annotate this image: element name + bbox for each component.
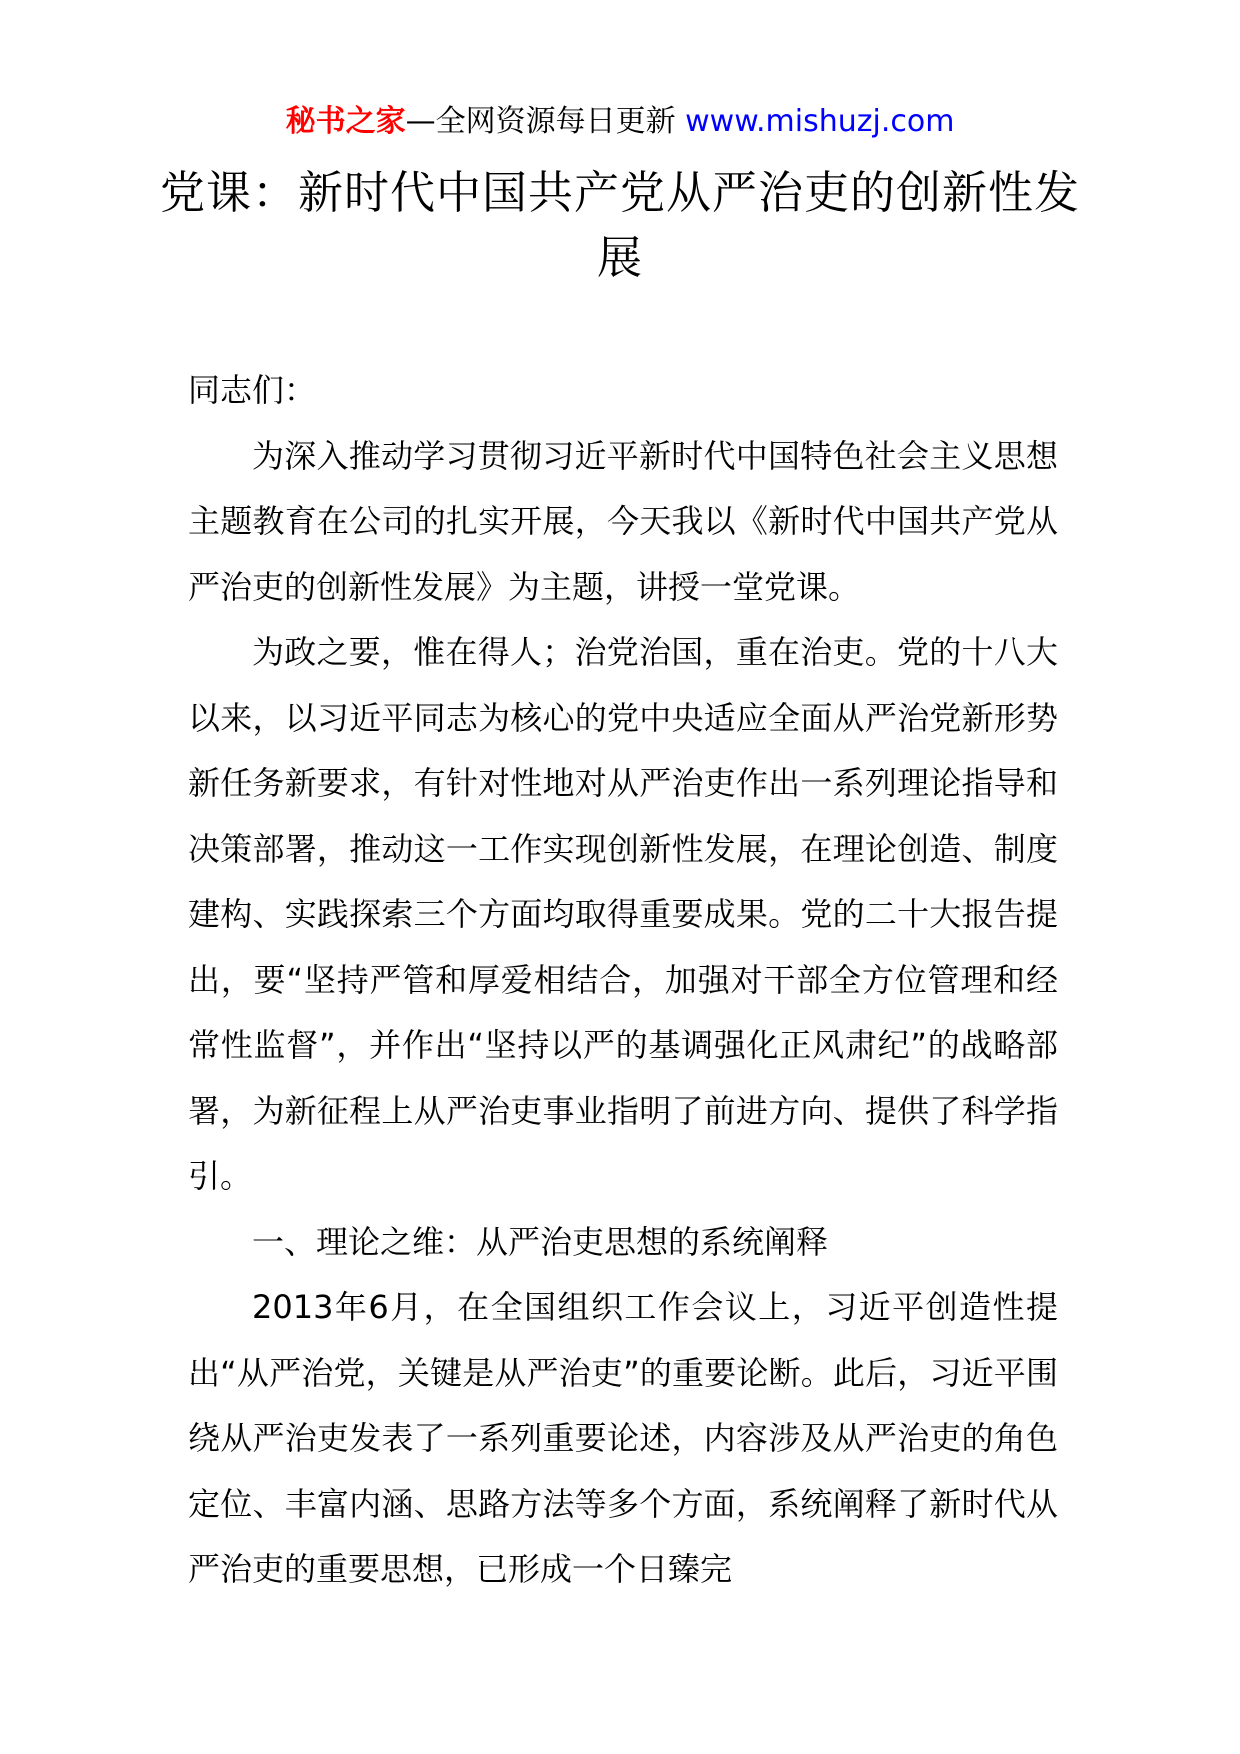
paragraph-intro: 为深入推动学习贯彻习近平新时代中国特色社会主义思想主题教育在公司的扎实开展，今天我以《新时代中国共产党从严治吏的创新性发展》为主题，讲授一堂党课。 — [188, 436, 1058, 606]
site-url-link[interactable]: www.mishuzj.com — [685, 104, 955, 139]
salutation: 同志们： — [188, 371, 317, 409]
header-tagline: —全网资源每日更新 — [405, 104, 686, 139]
paragraph-theory: 2013年6月，在全国组织工作会议上，习近平创造性提出“从严治党，关键是从严治吏”的重要论断。此后，习近平围绕从严治吏发表了一系列重要论述，内容涉及从严治吏的角色定位、丰富内涵、思路方法等多个方面，系统阐释了新时代从严治吏的重要思想，已形成一个日臻完 — [188, 1288, 1058, 1588]
document-title: 党课：新时代中国共产党从严治吏的创新性发展 — [160, 166, 1081, 284]
site-header — [0, 100, 1240, 144]
section-heading-1: 一、理论之维：从严治吏思想的系统阐释 — [252, 1222, 829, 1261]
document-body — [188, 358, 1058, 1603]
brand-name: 秘书之家 — [285, 104, 406, 139]
paragraph-background: 为政之要，惟在得人；治党治国，重在治吏。党的十八大以来，以习近平同志为核心的党中央适应全面从严治党新形势新任务新要求，有针对性地对从严治吏作出一系列理论指导和决策部署，推动这一工作实现创新性发展，在理论创造、制度建构、实践探索三个方面均取得重要成果。党的二十大报告提出，要“坚持严管和厚爱相结合，加强对干部全方位管理和经常性监督”，并作出“坚持以严的基调强化正风肃纪”的战略部署，为新征程上从严治吏事业指明了前进方向、提供了科学指引。 — [188, 633, 1058, 1195]
